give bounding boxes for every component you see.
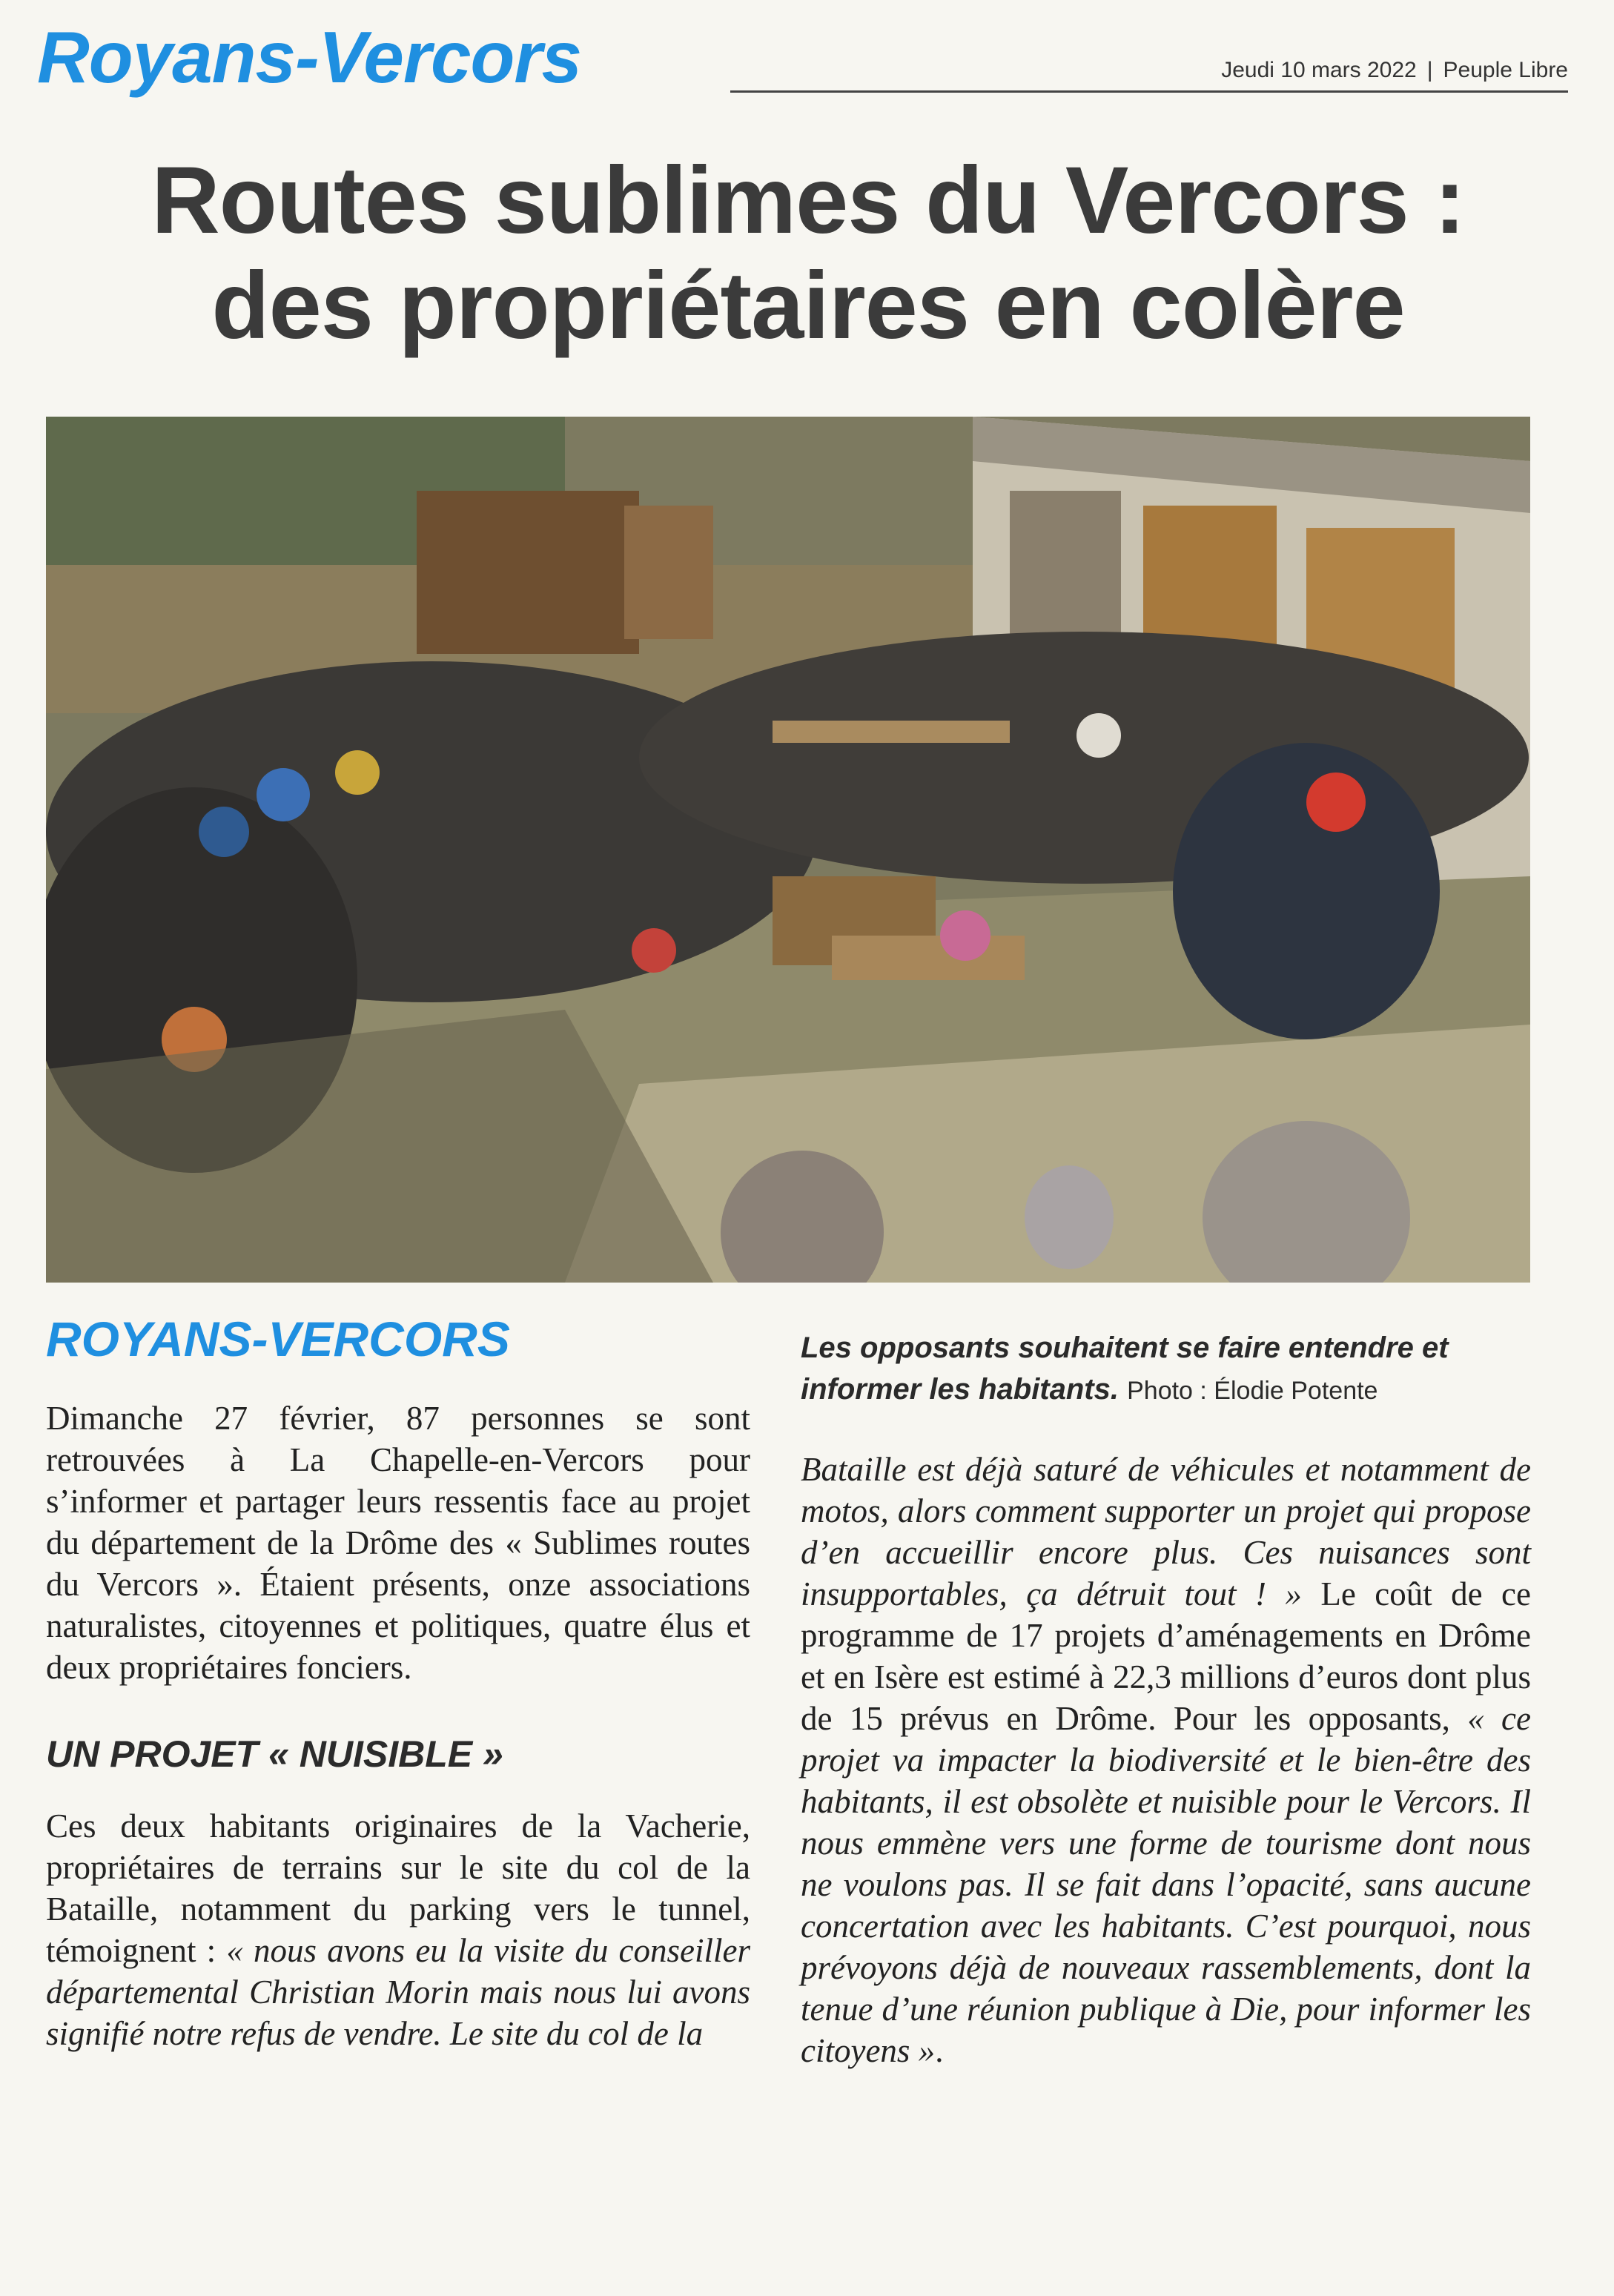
photo-caption <box>801 1327 1531 1412</box>
headline-line-2: des propriétaires en colère <box>211 253 1405 359</box>
dateline <box>1221 58 1568 83</box>
crowd-meeting-photo <box>46 417 1530 1283</box>
paragraph-3-quote-2: « ce projet va impacter la biodiversité et le bien-être des habitants, il est obsolète et nuisible pour le Vercors. Il nous emmène vers une forme de tourisme dont nous ne voulons pas. Il se fait dans l’opacité, sans aucune concertation avec les habitants. C’est pourquoi, nous prévoyons déjà de nouveaux rassemblements, dont la tenue d’une réunion publique à Die, pour informer les citoyens » <box>801 1700 1531 2069</box>
article-headline <box>44 148 1572 359</box>
headline-line-1: Routes sublimes du Vercors : <box>151 148 1465 254</box>
photo-credit: Photo : Élodie Potente <box>1127 1377 1378 1405</box>
article-column-right <box>801 1327 1531 2071</box>
issue-date: Jeudi 10 mars 2022 <box>1221 58 1417 82</box>
paragraph-3-text: Le coût de ce programme de 17 projets d’aménagements en Drôme et en Isère est estimé à 22,3 millions d’euros dont plus de 15 prévus en Drôme. Pour les opposants, <box>801 1575 1531 1737</box>
article-column-left <box>46 1312 750 2054</box>
section-title: Royans-Vercors <box>37 16 582 98</box>
article-intro-paragraph: Dimanche 27 février, 87 personnes se sont retrouvées à La Chapelle-en-Vercors pour s’informer et partager leurs ressentis face au projet du département de la Drôme des « Sublimes routes du Vercors ». Étaient présents, onze associations naturalistes, citoyennes et politiques, quatre élus et deux propriétaires fonciers. <box>46 1399 750 1686</box>
article-subhead: UN PROJET « NUISIBLE » <box>46 1733 503 1775</box>
article-paragraph-2 <box>46 1805 750 2054</box>
paragraph-2-text: Ces deux habitants originaires de la Vacherie, propriétaires de terrains sur le site du col de la Bataille, notamment du parking vers le tunnel, témoignent : <box>46 1807 750 1969</box>
paragraph-2-quote: « nous avons eu la visite du conseiller départemental Christian Morin mais nous lui avons signifié notre refus de vendre. Le site du col de la <box>46 1931 750 2052</box>
paragraph-3-quote: Bataille est déjà saturé de véhicules et notamment de motos, alors comment supporter un projet qui propose d’en accueillir encore plus. Ces nuisances sont insupportables, ça détruit tout ! » <box>801 1451 1531 1612</box>
dateline-separator: | <box>1426 58 1433 82</box>
article-kicker: ROYANS-VERCORS <box>46 1311 510 1366</box>
publication-name: Peuple Libre <box>1443 58 1568 82</box>
header-rule <box>730 90 1568 93</box>
caption-text: Les opposants souhaitent se faire entendre et informer les habitants. <box>801 1331 1449 1406</box>
article-paragraph-3 <box>801 1449 1531 2071</box>
article-photo <box>46 417 1530 1283</box>
paragraph-3-end: . <box>935 2032 944 2069</box>
